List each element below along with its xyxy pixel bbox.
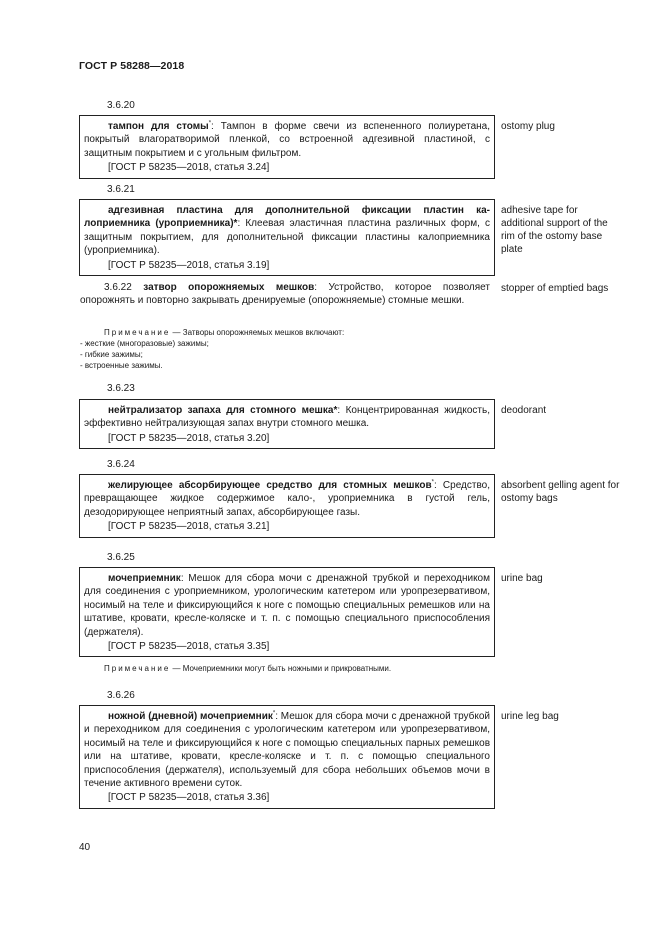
term: тампон для стомы (108, 121, 209, 132)
term-mark: * (431, 479, 434, 486)
note (80, 327, 490, 371)
entry-number: 3.6.24 (107, 459, 135, 470)
term-mark: * (272, 710, 276, 717)
definition: : Устройство, которое позволяет опорожнять и повторно закрывать дренируемые (опорожняемые) стомные мешки. (80, 282, 490, 307)
english-equivalent: ostomy plug (501, 121, 555, 132)
definition: : Тампон в форме свечи из вспененного полиуретана, покрытый влагоратворимой пленкой, со встроенной адгезивной пластиной, с защитным покрытием и с угольным фильтром. (84, 121, 490, 159)
english-equivalent: absorbent gelling agent for ostomy bags (501, 480, 620, 504)
entry-number: 3.6.23 (107, 383, 135, 394)
source-reference: [ГОСТ Р 58235—2018, статья 3.19] (108, 259, 270, 271)
english-equivalent: stopper of emptied bags (501, 283, 609, 294)
term-box (79, 399, 495, 449)
english-equivalent: adhesive tape for additional support of the rim of the ostomy base plate (501, 205, 608, 255)
entry-number: 3.6.21 (107, 184, 135, 195)
term: мочеприемник (108, 573, 181, 584)
note-label: Примечание (104, 664, 171, 673)
definition: : Клеевая эластичная пластина различных форм, с защитным покрытием, для дополнительной фиксации пластины калоприемника (уроприемника). (84, 218, 491, 257)
term-mark: * (208, 120, 212, 127)
definition: : Мешок для сбора мочи с дренажной трубкой и переходником для соединения с урологическим катетером или уропрезервативом, носимый на теле и фиксирующийся к ноге с помощью специальных парных ремешков или на штативе, кровати, кресле-коляске и т. п. с помощью специального приспособления (держателя), используемый для сбора небольших объемов мочи в течение активного времени суток. (84, 711, 490, 790)
entry-number: 3.6.22 (104, 282, 132, 293)
page-number: 40 (79, 842, 91, 853)
note-text: — Мочеприемники могут быть ножными и прикроватными. (170, 664, 392, 673)
term-paragraph (80, 281, 490, 308)
entry-number: 3.6.26 (107, 690, 135, 701)
source-reference: [ГОСТ Р 58235—2018, статья 3.35] (108, 641, 270, 653)
english-equivalent: urine leg bag (501, 711, 559, 722)
definition: : Мешок для сбора мочи с дренажной трубкой и переходником для соединения с уроприемником, урологическим катетером или уропрезервативом, носимый на теле и фиксирующийся к ноге с помощью специальных ремешков или на штативе, кровати, кресле-коляске и т. п. с помощью специального приспособления (держателя). (84, 573, 490, 638)
term: ножной (дневной) мочеприемник (108, 711, 273, 722)
term-mark: * (333, 405, 338, 416)
term-box (79, 199, 495, 276)
note-label: Примечание (104, 328, 171, 337)
term-box (79, 115, 495, 179)
english-equivalent: urine bag (501, 573, 543, 584)
definition: : Средство, превращающее жидкое содержимое кало-, уроприемника в густой гель, дезодорирующее неприятный запах, абсорбирующее газы. (84, 480, 491, 518)
term: затвор опорожняемых мешков (143, 282, 315, 293)
term: желирующее абсорбирующее средство для стомных мешков (108, 480, 432, 491)
definition: : Концентрированная жидкость, эффективно нейтрализующая запах внутри стомного мешка. (84, 405, 490, 430)
term-mark: * (233, 218, 238, 230)
source-reference: [ГОСТ Р 58235—2018, статья 3.21] (108, 521, 270, 533)
term-box (79, 474, 495, 538)
english-equivalent: deodorant (501, 405, 547, 416)
note-list-item: - жесткие (многоразовые) зажимы; (80, 339, 209, 348)
note-list-item: - встроенные зажимы. (80, 361, 163, 370)
source-reference: [ГОСТ Р 58235—2018, статья 3.36] (108, 792, 270, 804)
document-header: ГОСТ Р 58288—2018 (79, 60, 185, 72)
source-reference: [ГОСТ Р 58235—2018, статья 3.20] (108, 432, 270, 444)
term-box (79, 705, 495, 809)
term: нейтрализатор запаха для стомного мешка (108, 405, 334, 416)
note-list-item: - гибкие зажимы; (80, 350, 143, 359)
note (80, 663, 490, 674)
term: адгезивная пластина для дополнительной фиксации пластин калоприемника (уроприемника) (84, 205, 490, 230)
term-box (79, 567, 495, 657)
entry-number: 3.6.25 (107, 552, 135, 563)
source-reference: [ГОСТ Р 58235—2018, статья 3.24] (108, 162, 270, 174)
note-text: — Затворы опорожняемых мешков включают: (170, 328, 345, 337)
entry-number: 3.6.20 (107, 100, 135, 111)
